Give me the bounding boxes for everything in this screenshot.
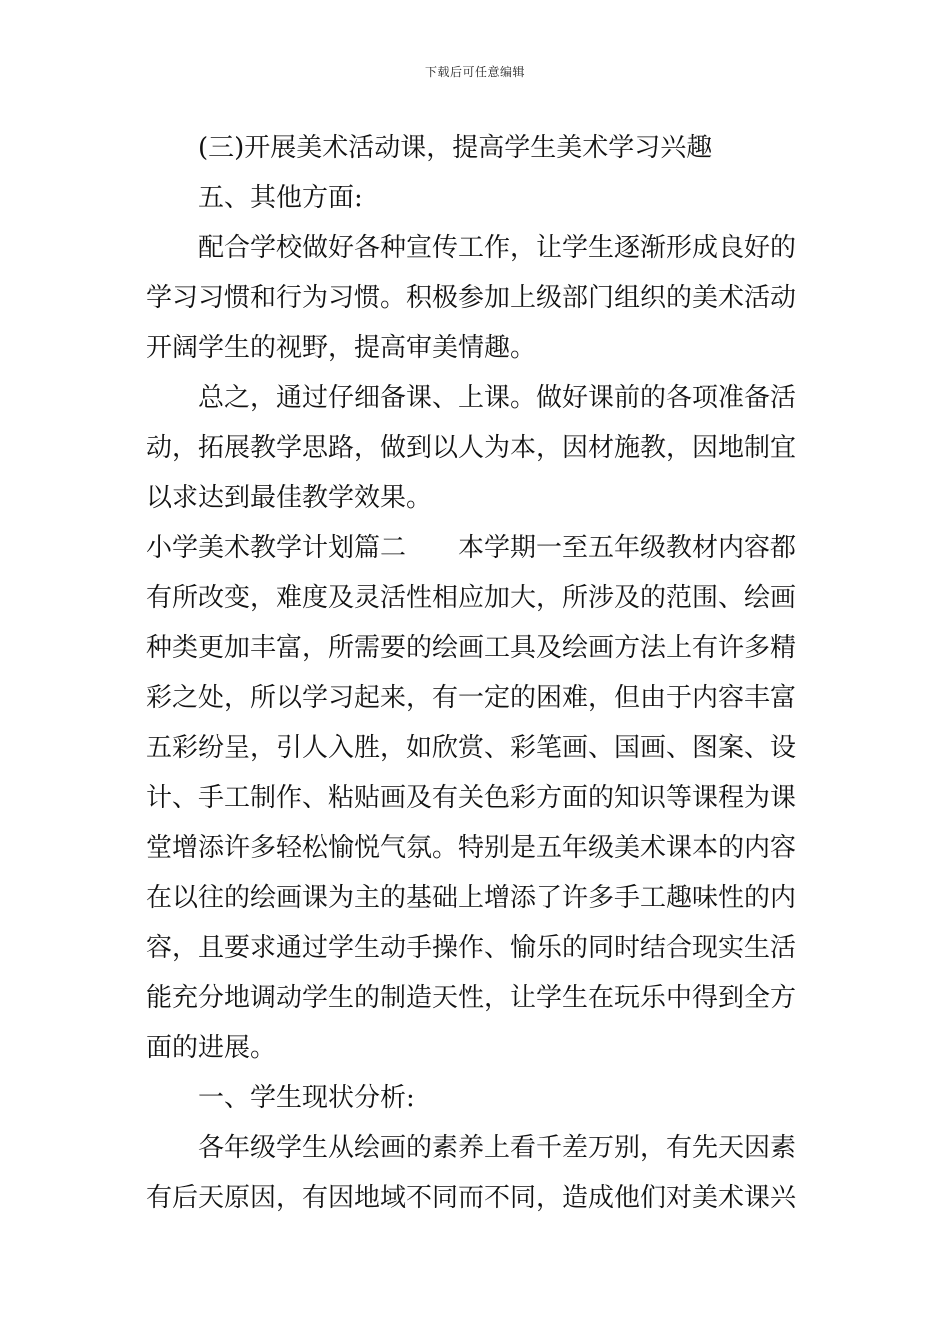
text-line: 有所改变，难度及灵活性相应加大，所涉及的范围、绘画 [146, 583, 797, 613]
text-line: 种类更加丰富，所需要的绘画工具及绘画方法上有许多精 [146, 633, 797, 663]
text-line: 有后天原因，有因地域不同而不同，造成他们对美术课兴 [146, 1183, 797, 1213]
text-line: 容，且要求通过学生动手操作、愉乐的同时结合现实生活 [146, 933, 797, 963]
text-line: 开阔学生的视野，提高审美情趣。 [146, 333, 537, 363]
text-line: 彩之处，所以学习起来，有一定的困难，但由于内容丰富 [146, 683, 797, 713]
text-line: 小学美术教学计划篇二 本学期一至五年级教材内容都 [146, 533, 797, 563]
text-line: 配合学校做好各种宣传工作，让学生逐渐形成良好的 [198, 233, 797, 263]
text-line: 一、学生现状分析: [198, 1083, 415, 1113]
text-line: (三)开展美术活动课，提高学生美术学习兴趣 [198, 133, 713, 163]
text-line: 各年级学生从绘画的素养上看千差万别，有先天因素 [198, 1133, 797, 1163]
text-line: 动，拓展教学思路，做到以人为本，因材施教，因地制宜 [146, 433, 797, 463]
text-line: 总之，通过仔细备课、上课。做好课前的各项准备活 [198, 383, 797, 413]
text-line: 面的进展。 [146, 1033, 277, 1063]
page-header: 下载后可任意编辑 [424, 65, 525, 79]
text-line: 能充分地调动学生的制造天性，让学生在玩乐中得到全方 [146, 983, 797, 1013]
text-line: 五、其他方面: [198, 183, 363, 213]
text-line: 五彩纷呈，引人入胜，如欣赏、彩笔画、国画、图案、设 [146, 733, 797, 763]
text-line: 堂增添许多轻松愉悦气氛。特别是五年级美术课本的内容 [146, 833, 797, 863]
text-line: 以求达到最佳教学效果。 [146, 483, 433, 513]
text-line: 计、手工制作、粘贴画及有关色彩方面的知识等课程为课 [146, 783, 797, 813]
text-line: 学习习惯和行为习惯。积极参加上级部门组织的美术活动 [146, 283, 797, 313]
text-line: 在以往的绘画课为主的基础上增添了许多手工趣味性的内 [146, 883, 797, 913]
